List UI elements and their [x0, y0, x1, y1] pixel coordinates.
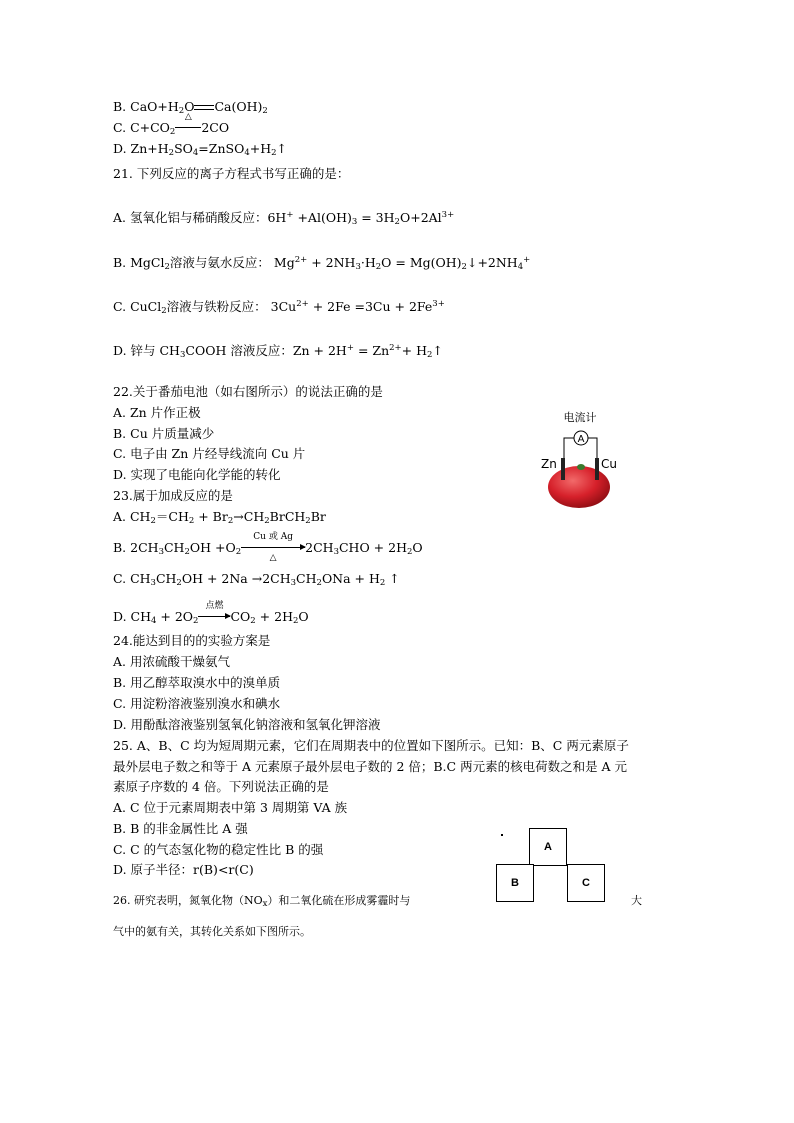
q25-option-b: B. B 的非金属性比 A 强: [113, 821, 248, 836]
element-box-c: C: [567, 864, 605, 902]
q23-option-b: B. $2CH_3CH_2OH +O_2$ Cu 或 Ag △ $2CH_3CHO + 2H_2O$: [113, 532, 423, 563]
q20-option-b: B. $CaO+H_2O$ $Ca(OH)_2$: [113, 99, 268, 116]
wire-right: [587, 438, 597, 460]
q23-option-d: D. $CH_4 + 2O_2$ 点燃 $CO_2 + 2H_2O$: [113, 601, 309, 626]
q24-option-c: C. 用淀粉溶液鉴别溴水和碘水: [113, 696, 281, 711]
element-box-a: A: [529, 828, 567, 866]
tomato-battery-figure: [535, 405, 635, 515]
ammeter-label: A: [577, 434, 585, 445]
q24-option-a: A. 用浓硫酸干燥氨气: [113, 654, 230, 669]
q21-option-d: D. 锌与 $CH_3COOH$ 溶液反应：$Zn + 2H^+ = Zn^{2+}+$ $H_2↑$: [113, 343, 443, 360]
tomato-icon: [548, 466, 610, 508]
q22-stem: 22.关于番茄电池（如右图所示）的说法正确的是: [113, 384, 383, 399]
q22-option-b: B. Cu 片质量减少: [113, 426, 215, 441]
cu-label: Cu: [601, 457, 617, 471]
q23-option-a: A. $CH_2=CH_2$ + $Br_2\to CH_2BrCH_2Br$: [113, 509, 326, 526]
q25-stem-line1: 25. A、B、C 均为短周期元素，它们在周期表中的位置如下图所示。已知：B、C 两元素原子: [113, 738, 629, 753]
q22-option-c: C. 电子由 Zn 片经导线流向 Cu 片: [113, 446, 306, 461]
q25-option-a: A. C 位于元素周期表中第 3 周期第 VA 族: [113, 800, 348, 815]
q21-stem: 21. 下列反应的离子方程式书写正确的是：: [113, 166, 350, 181]
q24-option-b: B. 用乙醇萃取溴水中的溴单质: [113, 675, 281, 690]
tomato-battery-diagram: [535, 405, 635, 515]
q26-stem-tail: 大: [631, 894, 642, 907]
q23-stem: 23.属于加成反应的是: [113, 488, 233, 503]
q25-stem-line2: 最外层电子数之和等于 A 元素原子最外层电子数的 2 倍；B.C 两元素的核电荷数之和是 A 元: [113, 759, 628, 774]
q25-option-c: C. C 的气态氢化物的稳定性比 B 的强: [113, 842, 324, 857]
q26-stem-line2: 气中的氨有关，其转化关系如下图所示。: [113, 925, 311, 938]
wire-left: [564, 438, 575, 460]
q25-option-d: D. 原子半径：r(B)<r(C): [113, 862, 254, 877]
q25-stem-line3: 素原子序数的 4 倍。下列说法正确的是: [113, 779, 329, 794]
zn-label: Zn: [541, 457, 557, 471]
galvanometer-label: 电流计: [563, 411, 597, 424]
q26-stem-line1: 26. 研究表明，氮氧化物$(NO_x)$和二氧化硫在形成雾霾时与: [113, 894, 411, 909]
q21-option-c: C. CuCl$_2$溶液与铁粉反应： $3Cu^{2+} + 2Fe =3Cu + 2Fe^{3+}$: [113, 299, 445, 316]
zn-electrode: [561, 458, 565, 480]
q21-option-a: A. 氢氧化铝与稀硝酸反应：$6H^+ +Al(OH)_3 = 3H_2O+2Al^{3+}$: [113, 210, 455, 227]
q20-option-d: D. $Zn+H_2SO_4=ZnSO_4+H_2↑$: [113, 141, 288, 158]
q24-option-d: D. 用酚酞溶液鉴别氢氧化钠溶液和氢氧化钾溶液: [113, 717, 381, 732]
q22-option-a: A. Zn 片作正极: [113, 405, 201, 420]
cu-electrode: [595, 458, 599, 480]
q24-stem: 24.能达到目的的实验方案是: [113, 633, 271, 648]
q23-option-c: C. $CH_3CH_2OH + 2Na \to 2CH_3CH_2ONa + H_2$ ↑: [113, 571, 400, 588]
q20-option-c: C. $C+CO_2$ △ 2CO: [113, 112, 230, 137]
element-box-b: B: [496, 864, 534, 902]
tomato-stem: [577, 464, 585, 470]
q21-option-b: B. MgCl$_2$溶液与氨水反应： $Mg^{2+} + 2NH_3\cdot H_2O$ = $Mg(OH)_2↓+2NH_4^+$: [113, 255, 531, 272]
decorative-dot: [501, 834, 503, 836]
q22-option-d: D. 实现了电能向化学能的转化: [113, 467, 281, 482]
